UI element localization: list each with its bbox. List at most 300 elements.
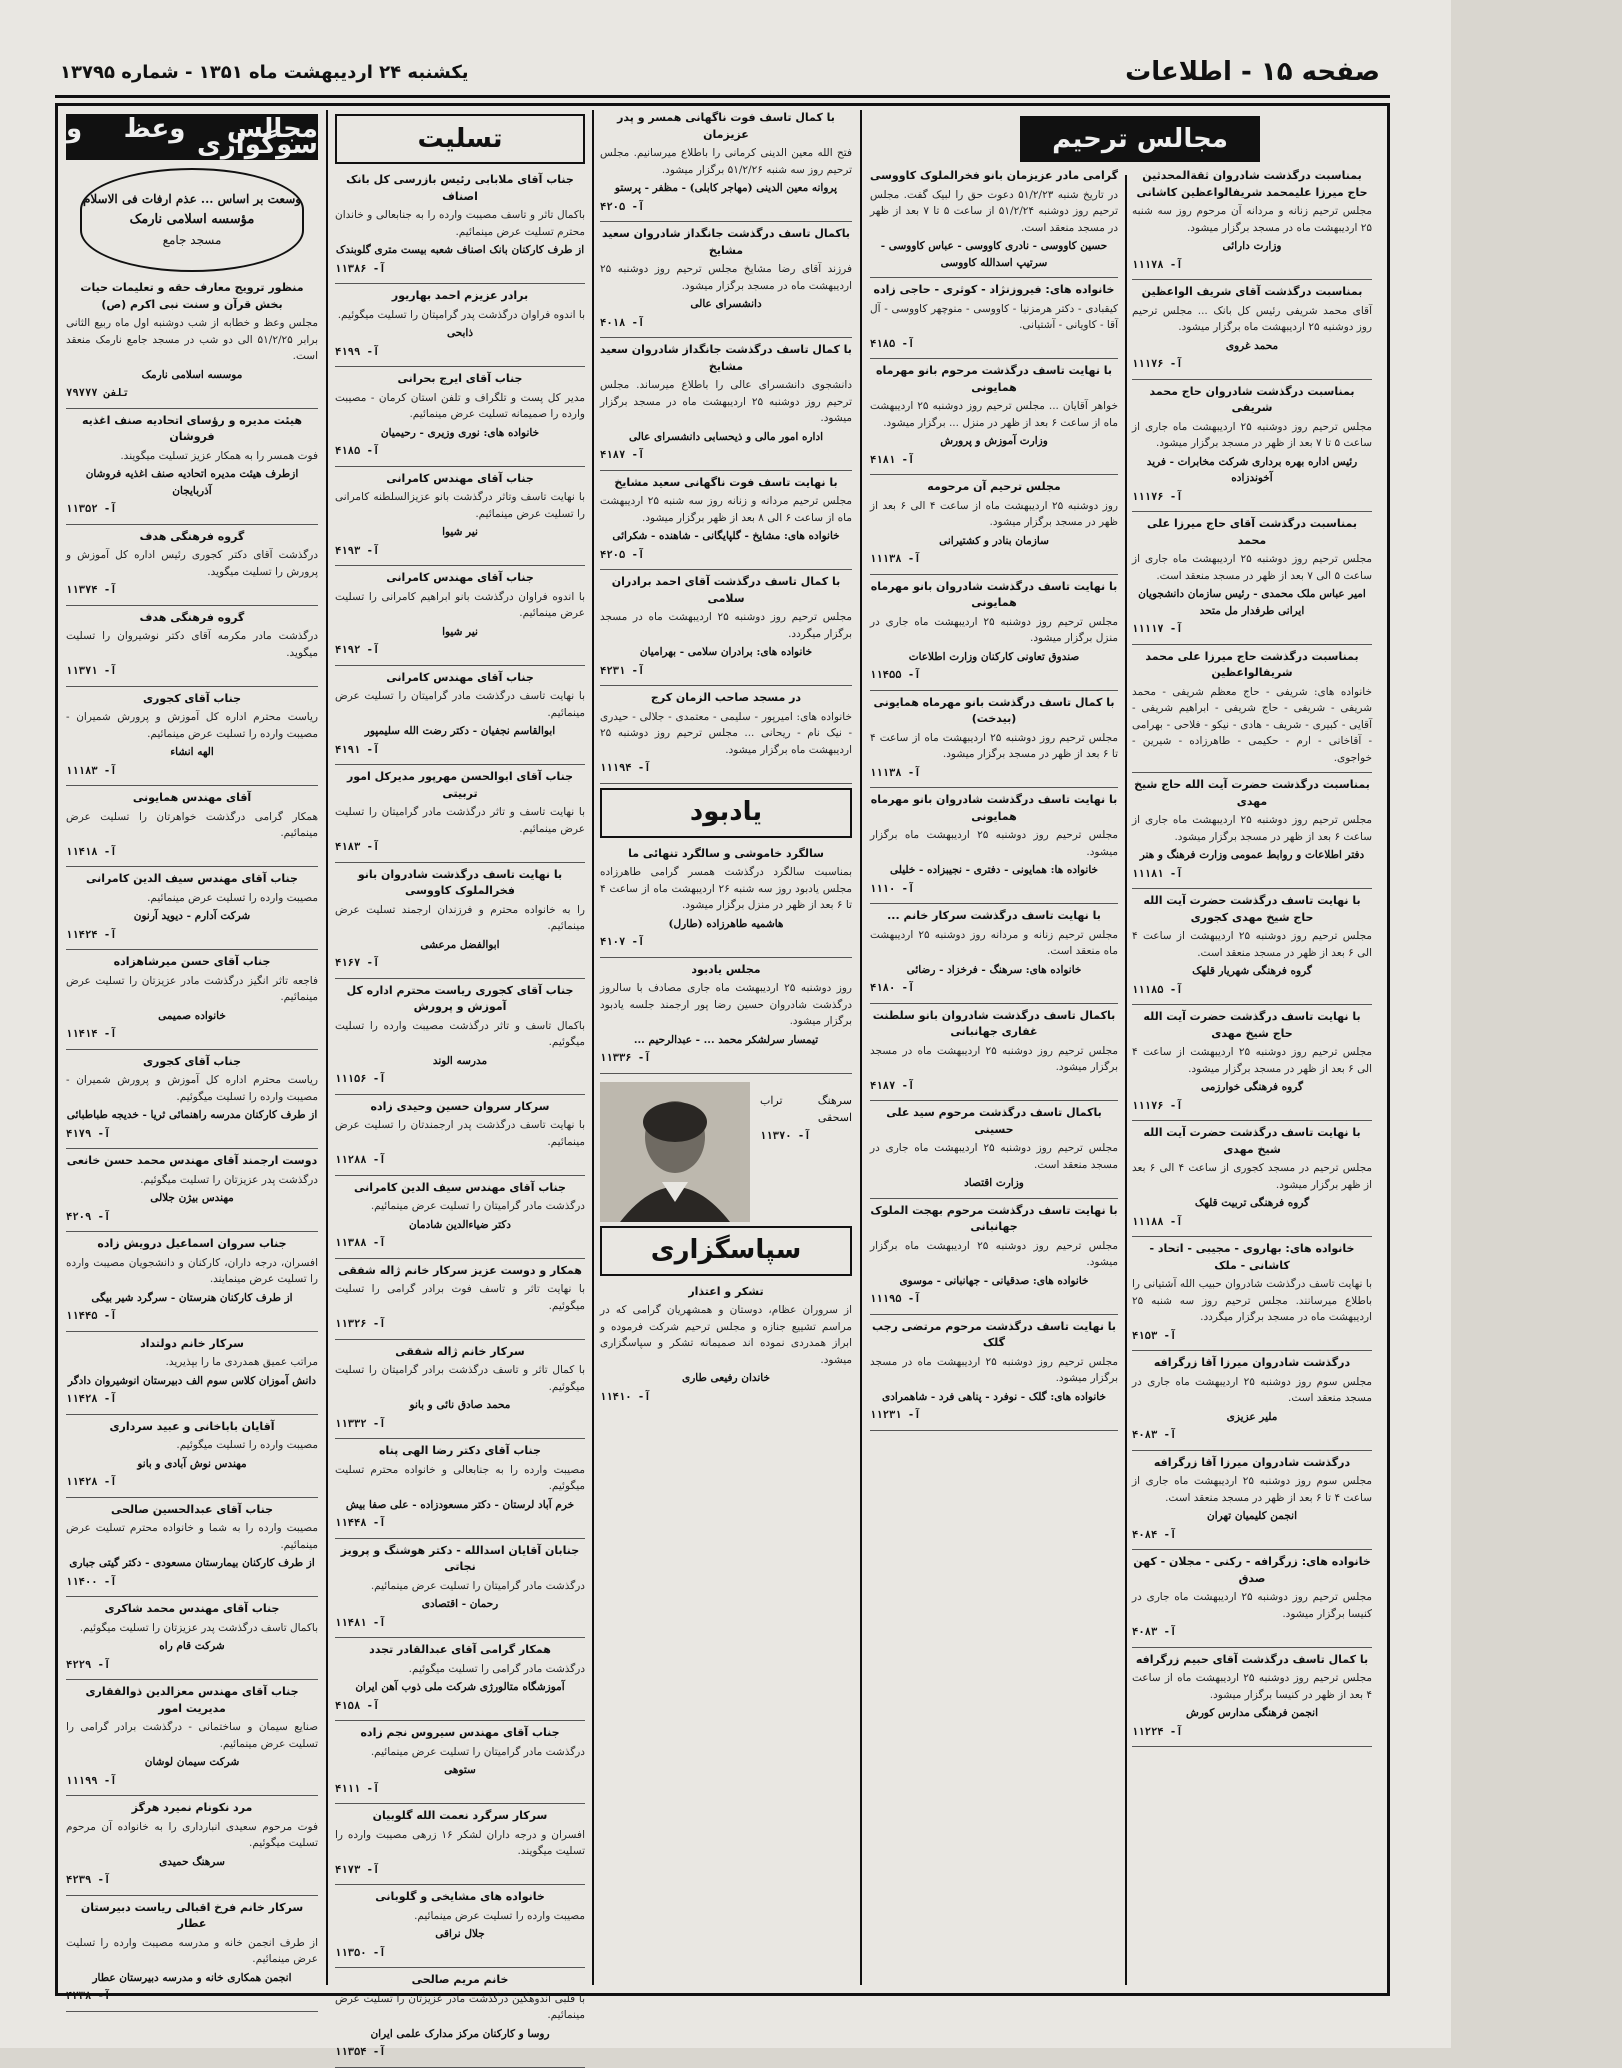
ad-code: آ- ۴۱۹۲ [335,644,380,656]
sepas-body: از سروران عظام، دوستان و همشهریان گرامی که در مراسم تشییع جنازه و مجلس ترحیم شرکت فرموده و ابراز همدردی نموده اند صمیمانه تشکر و سپاسگزاری میشود. [600,1304,852,1366]
notice-heading: جناب آقای مهندس سیروس نجم زاده [360,1726,560,1739]
page-label: صفحه ۱۵ - اطلاعات [1125,57,1380,87]
divider [66,1331,318,1332]
notice-heading: درگذشت شادروان میرزا آقا زرگرافه [1153,1455,1351,1469]
ad-code: آ- ۴۰۸۳ [1132,1429,1177,1441]
notice-heading: سرکار سرگرد نعمت الله گلوبیان [372,1809,548,1822]
notice-signature: سازمان بنادر و کشتیرانی [939,534,1049,547]
ad-code: آ- ۱۱۱۹۵ [870,1293,921,1305]
notice-body: ریاست محترم اداره کل آموزش و پرورش شمیران - مصیبت وارده را تسلیت میگوئیم. [66,1074,318,1103]
notice-item [870,479,1118,568]
notice-item [66,1054,318,1143]
ad-code: آ- ۴۱۸۷ [600,449,645,461]
notice-signature: خانواده های: سرهنگ - فرخزاد - رضائی [906,963,1082,976]
notice-item [600,475,852,564]
notice-signature: از طرف کارکنان بانک اصناف شعبه بیست متری گلوبندک [335,244,585,256]
divider [335,283,585,284]
masthead-rule [55,95,1390,98]
notice-signature: انجمن همکاری خانه و مدرسه دبیرستان عطار [92,1971,292,1984]
notice-item [870,1008,1118,1095]
notice-body: مجلس ترحیم روز دوشنبه ۲۵ اردیبهشت ماه جاری از ساعت ۵ الی ۷ بعد از ظهر در مسجد منعقد است. [1132,553,1372,582]
notice-body: خواهر آقایان ... مجلس ترحیم روز دوشنبه ۲۵ اردیبهشت ماه از ساعت ۶ بعد از ظهر در منزل ... برگزار میشود. [870,400,1118,429]
divider [870,1003,1118,1004]
ad-code: آ- ۱۱۱۵۶ [335,1073,386,1085]
notice-body: افسران و درجه داران لشکر ۱۶ زرهی مصیبت وارده را تسلیت میگویند. [335,1828,585,1857]
notice-signature: نیر شیوا [442,526,478,538]
notice-body: مجلس سوم روز دوشنبه ۲۵ اردیبهشت ماه جاری از ساعت ۴ تا ۶ بعد از ظهر در مسجد منعقد است. [1132,1475,1372,1504]
notice-heading: با نهایت تاسف درگذشت مرحوم بانو مهرماه همایونی [875,364,1113,394]
notice-signature: از طرف کارکنان هنرستان - سرگرد شیر بیگی [91,1291,293,1304]
notice-item [1132,893,1372,998]
ad-code: آ- ۴۲۰۵ [600,548,645,561]
notice-signature: مهندس نوش آبادی و بانو [137,1457,247,1470]
notice-body: با نهایت تاثر و تاسف فوت برادر گرامی را تسلیت میگوئیم. [335,1283,585,1312]
notice-signature: مدرسه الوند [432,1054,488,1067]
notice-signature: خانواده های: گلک - نوفرد - پناهی فرد - شاهمرادی [882,1390,1106,1403]
vaz-list [66,280,318,2012]
notice-body: کیقبادی - دکتر هرمزنیا - کاووسی - منوچهر کاووسی - آل آقا - کاویانی - آشتیانی. [870,302,1118,331]
notice-item [335,769,585,856]
notice-signature: انجمن فرهنگی مدارس کورش [1186,1707,1318,1719]
notice-body: مجلس ترحیم روز دوشنبه ۲۵ اردیبهشت ماه برگزار میشود. [870,1239,1119,1268]
divider [870,1430,1118,1431]
divider [600,221,852,222]
divider [870,574,1118,575]
notice-heading: با کمال تاسف درگذشت جانگداز شادروان سعید مشایخ [600,343,852,373]
notice-item [600,690,852,777]
notice-item [335,983,585,1088]
notice-item [66,1153,318,1225]
notice-body: مجلس ترحیم روز دوشنبه ۲۵ اردیبهشت ماه جاری از ساعت ۵ تا ۷ بعد از ظهر در مسجد برگزار میشود. [1132,420,1372,449]
notice-item [870,282,1118,352]
column-rule [860,110,862,1985]
yadbud-heading-2: مجلس یادبود [691,962,761,976]
notice-body: مراتب عمیق همدردی ما را بپذیرید. [165,1356,318,1368]
notice-heading: با کمال تاسف درگذشت آقای احمد برادران سلامی [611,575,841,605]
notice-item [335,471,585,560]
divider [335,1094,585,1095]
notice-item [1132,384,1372,506]
notice-signature: وزارت آموزش و پرورش [940,435,1048,447]
notice-item [335,172,585,277]
notice-signature: خرم آباد لرستان - دکتر مسعودزاده - علی صفا بیش [345,1498,575,1511]
notice-body: مجلس ترحیم روز دوشنبه ۲۵ اردیبهشت ماه در مسجد برگزار میگردد. [600,611,852,640]
ad-code: آ- ۱۱۳۷۰ [760,1130,811,1142]
notice-signature: گروه فرهنگی تربیت قلهک [1194,1197,1310,1209]
notice-signature: دکتر ضیاءالدین شادمان [409,1218,511,1231]
notice-item [335,1725,585,1797]
ad-code: آ- ۱۱۱۹۹ [66,1774,117,1787]
notice-body: مجلس ترحیم روز دوشنبه ۲۵ اردیبهشت ماه جاری در کنیسا برگزار میشود. [1132,1591,1372,1620]
notice-heading: درگذشت شادروان میرزا آقا زرگرافه [1153,1356,1351,1369]
divider [66,686,318,687]
notice-heading: مرد نکونام نمیرد هرگز [131,1801,253,1814]
notice-signature: شرکت قام راه [159,1640,225,1652]
yadbud-item [600,846,852,951]
ad-code: آ- ۴۰۸۳ [1132,1626,1177,1638]
notice-signature: انجمن کلیمیان تهران [1207,1510,1297,1522]
divider [870,358,1118,359]
notice-item [1132,168,1372,273]
ad-code: آ- ۱۱۴۸۱ [335,1616,386,1629]
notice-body: درگذشت مادر مکرمه آقای دکتر نوشیروان را تسلیت میگوید. [66,630,318,659]
ad-code: آ- ۴۲۰۵ [600,200,645,213]
divider [335,366,585,367]
notice-body: با نهایت تاسف و تاثر درگذشت مادر گرامیتان را تسلیت عرض مینمائیم. [335,806,585,835]
notice-heading: جناب آقای مهندس معزالدین ذوالفقاری مدیریت امور [85,1685,299,1715]
yadbud-item-2 [600,962,852,1067]
notice-heading: جناب آقای ابوالحسن مهرپور مدیرکل امور تربیتی [346,770,574,800]
notice-body: مجلس ترحیم روز دوشنبه ۲۵ اردیبهشت از ساعت ۴ الی ۶ بعد از ظهر در مسجد منعقد است. [1132,930,1372,959]
ad-code: آ- ۴۲۳۸ [66,1990,111,2002]
divider [1132,1549,1372,1550]
notice-signature: ملیر عزیزی [1226,1410,1278,1423]
divider [1132,1236,1372,1237]
divider [870,1314,1118,1315]
divider [1132,279,1372,280]
notice-item [66,413,318,518]
divider [66,408,318,409]
notice-heading: بمناسبت درگذشت شادروان حاج محمد شریفی [1149,384,1355,414]
notice-body: مجلس ترحیم روز دوشنبه ۲۵ اردیبهشت ماه از ساعت ۴ تا ۶ بعد از ظهر در مسجد برگزار میشود. [870,731,1118,760]
notice-item [335,1543,585,1632]
notice-signature: دفتر اطلاعات و روابط عمومی وزارت فرهنگ و هنر [1139,849,1365,861]
sepas-heading: تشکر و اعتذار [688,1284,764,1298]
notice-heading: جناب آقای کجوری [142,1054,242,1068]
notice-body: درگذشت مادر گرامی را تسلیت میگوئیم. [408,1662,585,1675]
ad-code: آ- ۱۱۴۲۸ [66,1476,117,1488]
notice-item [870,695,1118,782]
notice-body: با اندوه فراوان درگذشت پدر گرامیتان را تسلیت میگوئیم. [337,308,585,321]
divider [66,1795,318,1796]
notice-signature: خانواده های: برادران سلامی - بهرامیان [639,646,813,658]
notice-heading: مجلس ترحیم آن مرحومه [927,480,1061,493]
divider [1132,379,1372,380]
notice-signature: خانواده های: صدقیانی - جهانبانی - موسوی [899,1274,1089,1287]
notice-body: با نهایت تاسف درگذشت مادر گرامیتان را تسلیت عرض مینمائیم. [335,690,585,719]
ad-code: آ- ۱۱۱۸۳ [66,764,117,777]
notice-item [870,363,1118,468]
notice-signature: جلال نراقی [435,1928,485,1940]
notice-signature: خانواده های: نوری وزیری - رحیمیان [380,426,540,439]
divider [66,1231,318,1232]
divider [600,1073,852,1074]
notice-item [870,1105,1118,1192]
divider [66,524,318,525]
notice-heading: سرکار خانم دولتداد [140,1336,244,1350]
column-tarhim-left [870,110,1118,1985]
notice-body: مجلس ترحیم زنانه و مردانه آن مرحوم روز سه شنبه ۲۵ اردیبهشت ماه در مسجد برگزار میشود. [1132,205,1372,234]
notice-signature: وزارت اقتصاد [964,1177,1024,1189]
emblem-line-3: مسجد جامع [162,233,222,248]
column-rule [326,110,328,1985]
divider [66,1596,318,1597]
tarhim-banner: مجالس ترحیم [1020,116,1260,162]
ad-code: آ- ۱۱۴۴۸ [335,1517,386,1529]
notice-heading: جناب آقای حسن میرشاهزاده [113,955,271,968]
notice-body: مصیبت وارده را تسلیت میگوئیم. [176,1439,318,1451]
ad-code: آ- ۱۱۴۵۵ [870,669,921,681]
notice-signature: شرکت سیمان لوشان [144,1756,240,1768]
divider [1132,888,1372,889]
divider [66,1497,318,1498]
ad-code: آ- ۴۲۳۱ [600,664,645,677]
divider [600,337,852,338]
notice-body: فرزند آقای رضا مشایخ مجلس ترحیم روز دوشنبه ۲۵ اردیبهشت ماه در مسجد برگزار میشود. [600,263,852,292]
notice-body: آقای محمد شریفی رئیس کل بانک ... مجلس ترحیم روز دوشنبه ۲۵ اردیبهشت ماه برگزار میشود. [1132,304,1372,333]
divider [1132,511,1372,512]
date-line: یکشنبه ۲۴ اردیبهشت ماه ۱۳۵۱ - شماره ۱۳۷۹۵ [60,61,469,83]
notice-item [335,1808,585,1878]
notice-heading: آقای مهندس همایونی [132,791,252,804]
notice-heading: گروه فرهنگی هدف [139,610,245,624]
ad-code: آ- ۱۱۲۸۸ [335,1154,386,1166]
divider [1132,644,1372,645]
notice-item [66,280,318,402]
notice-heading: جناب سروان اسماعیل درویش زاده [97,1237,287,1250]
middle-list [600,110,852,784]
notice-heading: جنابان آقایان اسدالله - دکتر هوشنگ و پرویز نجاتی [340,1543,580,1573]
ad-code: آ- ۱۱۴۱۸ [66,845,117,858]
notice-body: فوت مرحوم سعیدی انبارداری را به خانواده آن مرحوم تسلیت میگوئیم. [66,1820,318,1849]
notice-signature: روسا و کارکنان مرکز مدارک علمی ایران [370,2027,550,2040]
ad-code: آ- ۴۱۷۹ [66,1127,111,1140]
divider [335,1438,585,1439]
notice-signature: خانواده صمیمی [158,1009,226,1022]
ad-code: آ- ۱۱۱۷۶ [1132,358,1183,370]
divider [870,787,1118,788]
ad-code: آ- ۱۱۴۴۵ [66,1310,117,1322]
notice-signature: دانشسرای عالی [690,298,762,310]
notice-signature: رئیس اداره بهره برداری شرکت مخابرات - فرید آخوندزاده [1146,455,1358,484]
notice-signature: حسین کاووسی - نادری کاووسی - عباس کاووسی - سرتیپ اسدالله کاووسی [880,240,1108,269]
notice-signature: ذابحی [446,327,474,339]
notice-heading: با نهایت تاسف درگذشت شادروان بانو مهرماه همایونی [870,793,1118,823]
notice-heading: جناب آقای دکتر رضا الهی پناه [379,1444,541,1457]
tasliyat-banner: تسلیت [335,114,585,164]
notice-body: با نهایت تاسف وتاثر درگذشت بانو عزیزالسلطنه کامرانی را تسلیت عرض مینمائیم. [335,491,585,520]
ad-code: آ- ۱۱۳۳۲ [335,1417,386,1430]
divider [335,565,585,566]
notice-body: فتح الله معین الدینی کرمانی را باطلاع میرسانیم. مجلس ترحیم روز سه شنبه ۵۱/۲/۲۶ برگزار میشود. [600,147,852,176]
notice-signature: از طرف کارکنان بیمارستان مسعودی - دکتر گیتی جباری [69,1557,315,1569]
notice-item [66,1419,318,1491]
notice-item [335,867,585,972]
ad-code: آ- ۴۲۰۹ [66,1210,111,1223]
notice-body: را به خانواده محترم و فرزندان ارجمند تسلیت عرض مینمائیم. [335,903,585,932]
notice-heading: خانواده های: فیروزنژاد - کوثری - حاجی زاده [873,283,1115,296]
yadbud-body-2: روز دوشنبه ۲۵ اردیبهشت ماه جاری مصادف با سالروز درگذشت شادروان حسین رضا پور ارجمند جلسه یادبود برگزار میشود. [600,982,852,1027]
notice-heading: با نهایت تاسف فوت ناگهانی سعید مشایخ [614,475,838,489]
notice-heading: جناب آقای مهندس کامرانی [386,670,534,684]
narmak-emblem [80,168,304,272]
notice-item [335,1642,585,1714]
divider [66,1679,318,1680]
notice-signature: موسسه اسلامی نارمک [141,368,243,381]
divider [335,1339,585,1340]
notice-item [66,1684,318,1789]
ad-code: آ- ۴۱۸۰ [870,982,915,994]
notice-item [1132,516,1372,638]
divider [600,957,852,958]
ad-code: آ- ۱۱۲۳۱ [870,1409,921,1421]
photo-caption: سرهنگ تراب اسحقی [760,1094,852,1124]
ad-code: آ- ۱۱۱۸۵ [1132,983,1183,996]
divider [66,605,318,606]
notice-item [1132,1009,1372,1114]
notice-body: مجلس وعظ و خطابه از شب دوشنبه اول ماه ربیع الثانی برابر ۵۱/۲/۲۵ الی دو شب در مسجد جامع نارمک منعقد است. [66,317,318,362]
notice-heading: گروه فرهنگی هدف [139,529,245,543]
ad-code: آ- ۴۱۰۷ [600,936,645,948]
notice-body: خانواده های: شریفی - حاج معظم شریفی - محمد شریفی - شریفی - حاج شریفی - ابراهیم شریفی - آقایی - کبیری - شریف - هادی - نیکو - فلاحی - بهرامی - آقاخانی - ارم - حکیمی - طاهرزاده - شیرین - خواجوی. [1132,685,1372,764]
notice-item [66,1236,318,1325]
notice-item [66,1601,318,1673]
notice-body: خانواده های: امیرپور - سلیمی - معتمدی - جلالی - حیدری - نیک نام - ریحانی ... مجلس ترحیم روز دوشنبه ۲۵ اردیبهشت ماه برگزار میشود. [600,710,852,756]
notice-body: مجلس ترحیم در مسجد کجوری از ساعت ۴ الی ۶ بعد از ظهر برگزار میشود. [1132,1162,1372,1191]
divider [335,1803,585,1804]
divider [335,1720,585,1721]
notice-item [335,1972,585,2061]
ad-code: آ- ۱۱۴۲۴ [66,928,117,941]
notice-item [335,1099,585,1169]
ad-code: آ- ۱۱۴۲۸ [66,1393,117,1405]
notice-body: همکار گرامی درگذشت خواهرتان را تسلیت عرض مینمائیم. [66,810,318,839]
divider [870,1100,1118,1101]
column-vaz [66,110,318,2002]
notice-heading: در مسجد صاحب الزمان کرج [650,691,802,704]
ad-code: آ- ۱۱۱۸۱ [1132,867,1183,880]
memorial-portrait [600,1082,750,1222]
notice-signature: محمد صادق نائی و بانو [409,1399,511,1411]
divider [66,866,318,867]
ad-code: آ- ۴۱۶۷ [335,957,380,969]
notice-body: درگذشت مادر گرامیتان را تسلیت عرض مینمائیم. [370,1745,585,1758]
notice-body: مجلس ترحیم روز دوشنبه ۲۵ اردیبهشت ماه جاری در مسجد منعقد است. [870,1142,1118,1171]
notice-body: مجلس ترحیم روز دوشنبه ۲۵ اردیبهشت ماه جاری از ساعت ۶ بعد از ظهر در مسجد برگزار میشود. [1132,814,1372,843]
notice-body: درگذشت آقای دکتر کجوری رئیس اداره کل آموزش و پرورش را تسلیت میگوید. [66,549,318,578]
notice-body: باکمال تاسف و تاثر درگذشت مصیبت وارده را تسلیت میگوئیم. [335,1019,585,1048]
notice-heading: جناب آقای ایرج بحرانی [397,372,523,385]
notice-heading: جناب آقای ملابابی رئیس بازرسی کل بانک اصناف [346,173,574,203]
notice-body: مجلس ترحیم روز دوشنبه ۲۵ اردیبهشت ماه جاری در منزل برگزار میشود. [870,615,1118,644]
notice-heading: بمناسبت درگذشت شادروان ثقةالمحدثین حاج میرزا علیمحمد شریفالواعظین کاشانی [1136,169,1368,199]
notice-item [335,570,585,659]
ad-code: آ- ۱۱۳۷۴ [66,584,117,596]
notice-body: مجلس ترحیم مردانه و زنانه روز سه شنبه ۲۵ اردیبهشت ماه از ساعت ۶ الی ۸ بعد از ظهر برگزار میشود. [600,495,853,524]
ad-code: آ- ۱۱۱۷۶ [1132,1099,1183,1112]
notice-item [66,691,318,780]
divider [335,1175,585,1176]
notice-heading: با نهایت تاسف درگذشت مرحوم مرتضی رجب گلک [871,1319,1117,1349]
notice-signature: ابوالفضل مرعشی [420,938,500,951]
notice-item [335,1344,585,1433]
notice-heading: برادر عزیزم احمد بهاریور [391,289,529,302]
notice-heading: جناب آقای مهندس کامرانی [386,571,534,584]
ad-code: آ- ۱۱۳۸۶ [335,262,386,275]
divider [335,2067,585,2068]
notice-heading: بمناسبت درگذشت حضرت آیت الله حاج شیخ مهدی [1134,778,1370,808]
notice-item [335,670,585,759]
ad-code: آ- ۴۱۹۱ [335,743,380,756]
notice-item [1132,284,1372,373]
notice-body: مصیبت وارده را به شما و خانواده محترم تسلیت عرض مینمائیم. [66,1522,318,1551]
ad-code: آ- ۱۱۱۳۸ [870,553,921,565]
divider [870,474,1118,475]
notice-heading: باکمال تاسف درگذشت جانگداز شادروان سعید مشایخ [601,227,851,257]
ad-code: تلفن ۷۹۷۷۷ [66,387,130,399]
notice-signature: اداره امور مالی و ذیحسابی دانشسرای عالی [628,430,824,443]
ad-code: آ- ۱۱۲۲۴ [1132,1725,1183,1738]
notice-body: مجلس ترحیم روز دوشنبه ۲۵ اردیبهشت ماه در مسجد برگزار میشود. [870,1044,1118,1073]
yadbud-banner: یادبود [600,788,852,838]
notice-body: مجلس ترحیم روز دوشنبه ۲۵ اردیبهشت ماه برگزار میشود. [870,829,1119,858]
masthead [60,48,1380,96]
divider [600,470,852,471]
notice-body: از طرف انجمن خانه و مدرسه مصیبت وارده را تسلیت عرض مینمائیم. [66,1936,318,1965]
ad-code: آ- ۱۱۴۱۴ [66,1028,117,1040]
ad-code: آ- ۴۱۵۳ [1132,1329,1177,1342]
notice-body: با نهایت تاسف درگذشت پدر ارجمندتان را تسلیت عرض مینمائیم. [335,1119,585,1148]
notice-signature: دانش آموزان کلاس سوم الف دبیرستان انوشیروان دادگر [67,1374,317,1387]
notice-heading: با کمال تاسف درگذشت آقای حبیم زرگرافه [1135,1652,1369,1666]
column-middle [600,110,852,1985]
ad-code: آ- ۴۱۵۸ [335,1699,380,1712]
notice-body: درگذشت پدر عزیزتان را تسلیت میگوئیم. [140,1173,318,1186]
notice-heading: خانم مریم صالحی [411,1973,509,1986]
notice-body: مصیبت وارده را تسلیت عرض مینمائیم. [147,891,318,904]
notice-item [1132,777,1372,882]
notice-body: با قلبی اندوهگین درگذشت مادر عزیزتان را تسلیت عرض مینمائیم. [335,1992,585,2021]
ad-code: آ- ۱۱۱۷۶ [1132,490,1183,503]
divider [335,1967,585,1968]
column-tarhim-right [1132,110,1372,1985]
yadbud-body: بمناسبت سالگرد درگذشت همسر گرامی طاهرزاده مجلس یادبود روز سه شنبه ۲۶ اردیبهشت ماه از ساعت ۴ تا ۶ بعد از ظهر در منزل برگزار میشود. [600,866,852,911]
notice-heading: با کمال تاسف فوت ناگهانی همسر و پدر عزیزمان [617,111,835,141]
notice-item [600,110,852,215]
notice-heading: جناب آقای مهندس سیف الدین کامرانی [354,1180,566,1194]
ad-code: آ- ۱۱۳۸۸ [335,1237,386,1249]
notice-item [335,288,585,360]
notice-body: دانشجوی دانشسرای عالی را باطلاع میرساند. مجلس ترحیم روز دوشنبه ۲۵ اردیبهشت ماه در مسجد برگزار میشود. [600,379,852,424]
notice-body: با کمال تاثر و تاسف درگذشت برادر گرامیتان را تسلیت میگوئیم. [335,1364,585,1393]
yadbud-signature-2: تیمسار سرلشکر محمد ... - عبدالرحیم ... [633,1033,819,1046]
notice-item [335,1180,585,1252]
notice-heading: سرکار خانم فرخ اقبالی ریاست دبیرستان عطار [80,1900,304,1930]
notice-body: باکمال تاثر و تاسف مصیبت وارده را به جنابعالی و خاندان محترم تسلیت عرض مینمائیم. [335,209,585,238]
divider [66,1148,318,1149]
notice-item [66,871,318,943]
ad-code: آ- ۴۱۸۳ [335,841,380,853]
ad-code: آ- ۱۱۳۵۴ [335,2046,386,2058]
divider [1132,772,1372,773]
notice-item [66,1900,318,2005]
ad-code: آ- ۴۰۸۴ [1132,1528,1177,1541]
notice-signature: محمد غروی [1225,339,1279,352]
ad-code: آ- ۴۱۹۳ [335,544,380,557]
notice-item [600,342,852,464]
ad-code: آ- ۴۱۱۱ [335,1782,380,1795]
notice-item [335,1263,585,1333]
notice-item [1132,1355,1372,1444]
notice-heading: با نهایت تاسف درگذشت مرحوم بهجت الملوک جهانبانی [870,1203,1118,1233]
notice-body: مجلس ترحیم زنانه و مردانه روز دوشنبه ۲۵ اردیبهشت ماه منعقد است. [870,928,1119,957]
notice-signature: خانواده ها: همایونی - دفتری - نجیبزاده - خلیلی [889,864,1099,876]
notice-body: افسران، درجه داران، کارکنان و دانشجویان مصیبت وارده را تسلیت عرض مینمایند. [66,1256,318,1285]
emblem-line-2: مؤسسه اسلامی نارمک [129,211,255,227]
notice-item [66,954,318,1043]
notice-signature: مهندس بیژن جلالی [150,1192,234,1204]
notice-signature: سرهنگ حمیدی [159,1855,225,1868]
